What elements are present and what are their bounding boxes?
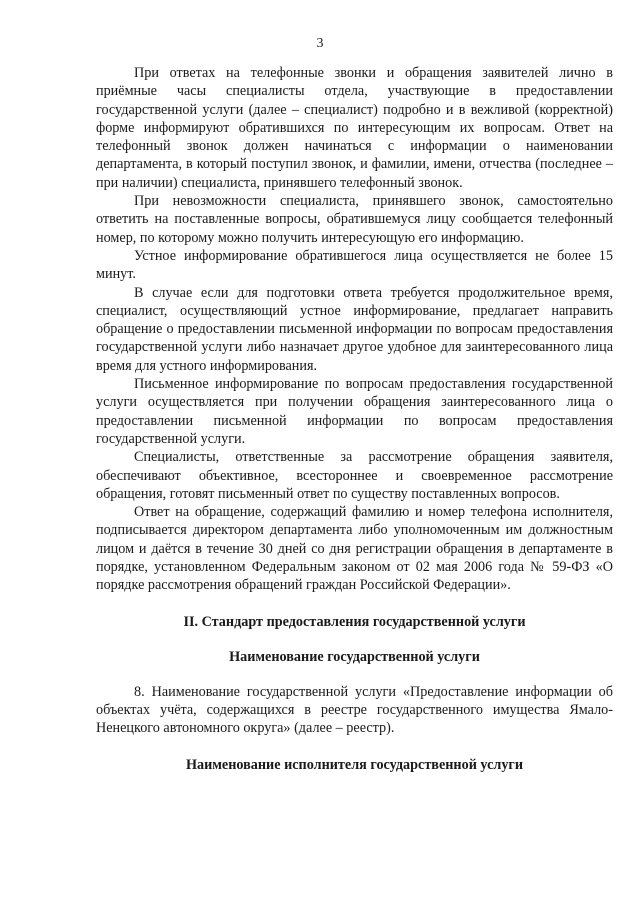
subheading-service-executor: Наименование исполнителя государственной услуги	[185, 756, 524, 773]
document-body	[96, 64, 613, 774]
section-heading: II. Стандарт предоставления государственной услуги	[183, 613, 526, 630]
paragraph-answer: Ответ на обращение, содержащий фамилию и номер телефона исполнителя, подписывается директором департамента либо уполномоченным им должностным лицом и даётся в течение 30 дней со дня регистрации обращения в департаменте в порядке, установленном Федеральным законом от 02 мая 2006 года № 59-ФЗ «О порядке рассмотрения обращений граждан Российской Федерации».	[96, 504, 613, 594]
paragraph-inability: При невозможности специалиста, принявшего звонок, самостоятельно ответить на поставленные вопросы, обратившемуся лицу сообщается телефонный номер, по которому можно получить интересующую его информацию.	[96, 193, 613, 246]
paragraph-written-info: Письменное информирование по вопросам предоставления государственной услуги осуществляется при получении обращения заинтересованного лица о предоставлении письменной информации по вопросам предоставления государственной услуги.	[96, 376, 613, 447]
paragraph-oral-duration: Устное информирование обратившегося лица осуществляется не более 15 минут.	[96, 247, 613, 283]
paragraph-specialists: Специалисты, ответственные за рассмотрение обращения заявителя, обеспечивают объективное, всестороннее и своевременное рассмотрение обращения, готовят письменный ответ по существу поставленных вопросов.	[96, 449, 613, 502]
page-number: 3	[316, 36, 324, 51]
paragraph-phone-calls: При ответах на телефонные звонки и обращения заявителей лично в приёмные часы специалисты отдела, участвующие в предоставлении государственной услуги (далее – специалист) подробно и в вежливой (корректной) форме информируют обратившихся по интересующим их вопросам. Ответ на телефонный звонок должен начинаться с информации о наименовании департамента, в который поступил звонок, и фамилии, имени, отчества (последнее – при наличии) специалиста, принявшего телефонный звонок.	[96, 65, 613, 191]
paragraph-long-preparation: В случае если для подготовки ответа требуется продолжительное время, специалист, осуществляющий устное информирование, предлагает направить обращение о предоставлении письменной информации по вопросам предоставления государственной услуги либо назначает другое удобное для заинтересованного лица время для устного информирования.	[96, 284, 613, 374]
subheading-service-name: Наименование государственной услуги	[229, 648, 480, 665]
paragraph-8: 8. Наименование государственной услуги «Предоставление информации об объектах учёта, содержащихся в реестре государственного имущества Ямало-Ненецкого автономного округа» (далее – реестр).	[96, 683, 613, 737]
